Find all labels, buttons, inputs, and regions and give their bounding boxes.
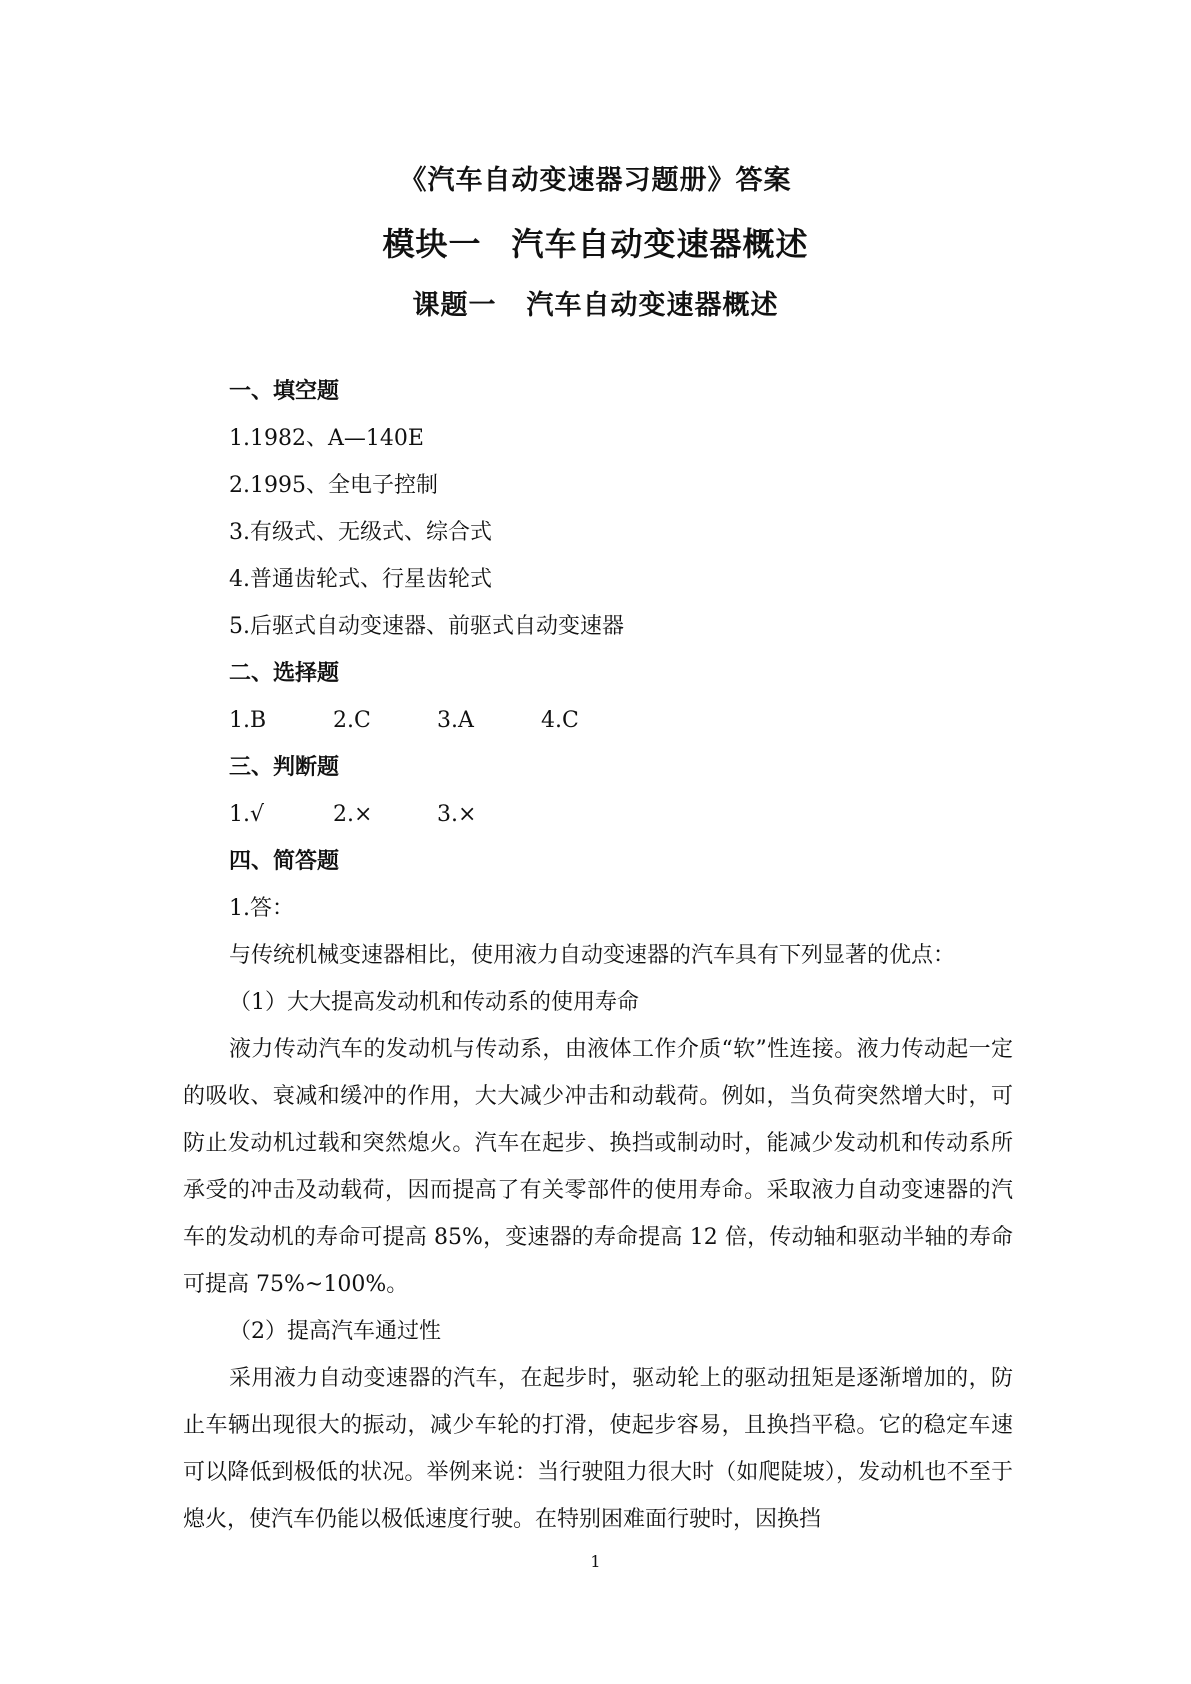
choice-answers [183,697,1013,744]
judge-answer-3: 3.× [437,802,477,827]
choice-answer-4: 4.C [541,708,579,733]
short-answer-point1-title: （1）大大提高发动机和传动系的使用寿命 [229,990,639,1015]
document-title: 《汽车自动变速器习题册》答案 [399,165,792,196]
choice-answer-3: 3.A [437,708,474,733]
choice-heading: 二、选择题 [229,661,340,686]
module-title [0,219,1191,265]
fill-blank-heading: 一、填空题 [229,379,340,404]
short-answer-point2-title: （2）提高汽车通过性 [229,1319,441,1344]
fill-blank-item-1: 1.1982、A—140E [229,426,424,451]
fill-blank-item-2: 2.1995、全电子控制 [229,473,438,498]
topic-name: 汽车自动变速器概述 [526,290,779,321]
judge-answer-1: 1.√ [229,802,265,827]
fill-blank-item-4: 4.普通齿轮式、行星齿轮式 [229,567,492,592]
judge-answers [183,791,1013,838]
topic-title [0,283,1191,322]
answer-content [183,368,1013,1543]
module-label: 模块一 [382,225,482,263]
module-name: 汽车自动变速器概述 [511,225,809,263]
short-answer-point2-body: 采用液力自动变速器的汽车，在起步时，驱动轮上的驱动扭矩是逐渐增加的，防止车辆出现很大的振动，减少车轮的打滑，使起步容易，且换挡平稳。它的稳定车速可以降低到极低的状况。举例来说：当行驶阻力很大时（如爬陡坡），发动机也不至于熄火，使汽车仍能以极低速度行驶。在特别困难面行驶时，因换挡 [183,1366,1013,1532]
short-answer-point1-body: 液力传动汽车的发动机与传动系，由液体工作介质“软”性连接。液力传动起一定的吸收、衰减和缓冲的作用，大大减少冲击和动载荷。例如，当负荷突然增大时，可防止发动机过载和突然熄火。汽车在起步、换挡或制动时，能减少发动机和传动系所承受的冲击及动载荷，因而提高了有关零部件的使用寿命。采取液力自动变速器的汽车的发动机的寿命可提高 85%，变速器的寿命提高 12 倍，传动轴和驱动半轴的寿命可提高 75%~100%。 [183,1037,1013,1297]
judge-heading: 三、判断题 [229,755,340,780]
short-answer-heading: 四、简答题 [229,849,340,874]
judge-answer-2: 2.× [333,802,373,827]
choice-answer-2: 2.C [333,708,371,733]
short-answer-intro: 与传统机械变速器相比，使用液力自动变速器的汽车具有下列显著的优点： [229,943,956,968]
choice-answer-1: 1.B [229,708,267,733]
fill-blank-item-3: 3.有级式、无级式、综合式 [229,520,492,545]
short-answer-q1-label: 1.答： [229,896,294,921]
topic-label: 课题一 [412,290,497,321]
page-number: 1 [590,1552,601,1571]
fill-blank-item-5: 5.后驱式自动变速器、前驱式自动变速器 [229,614,624,639]
